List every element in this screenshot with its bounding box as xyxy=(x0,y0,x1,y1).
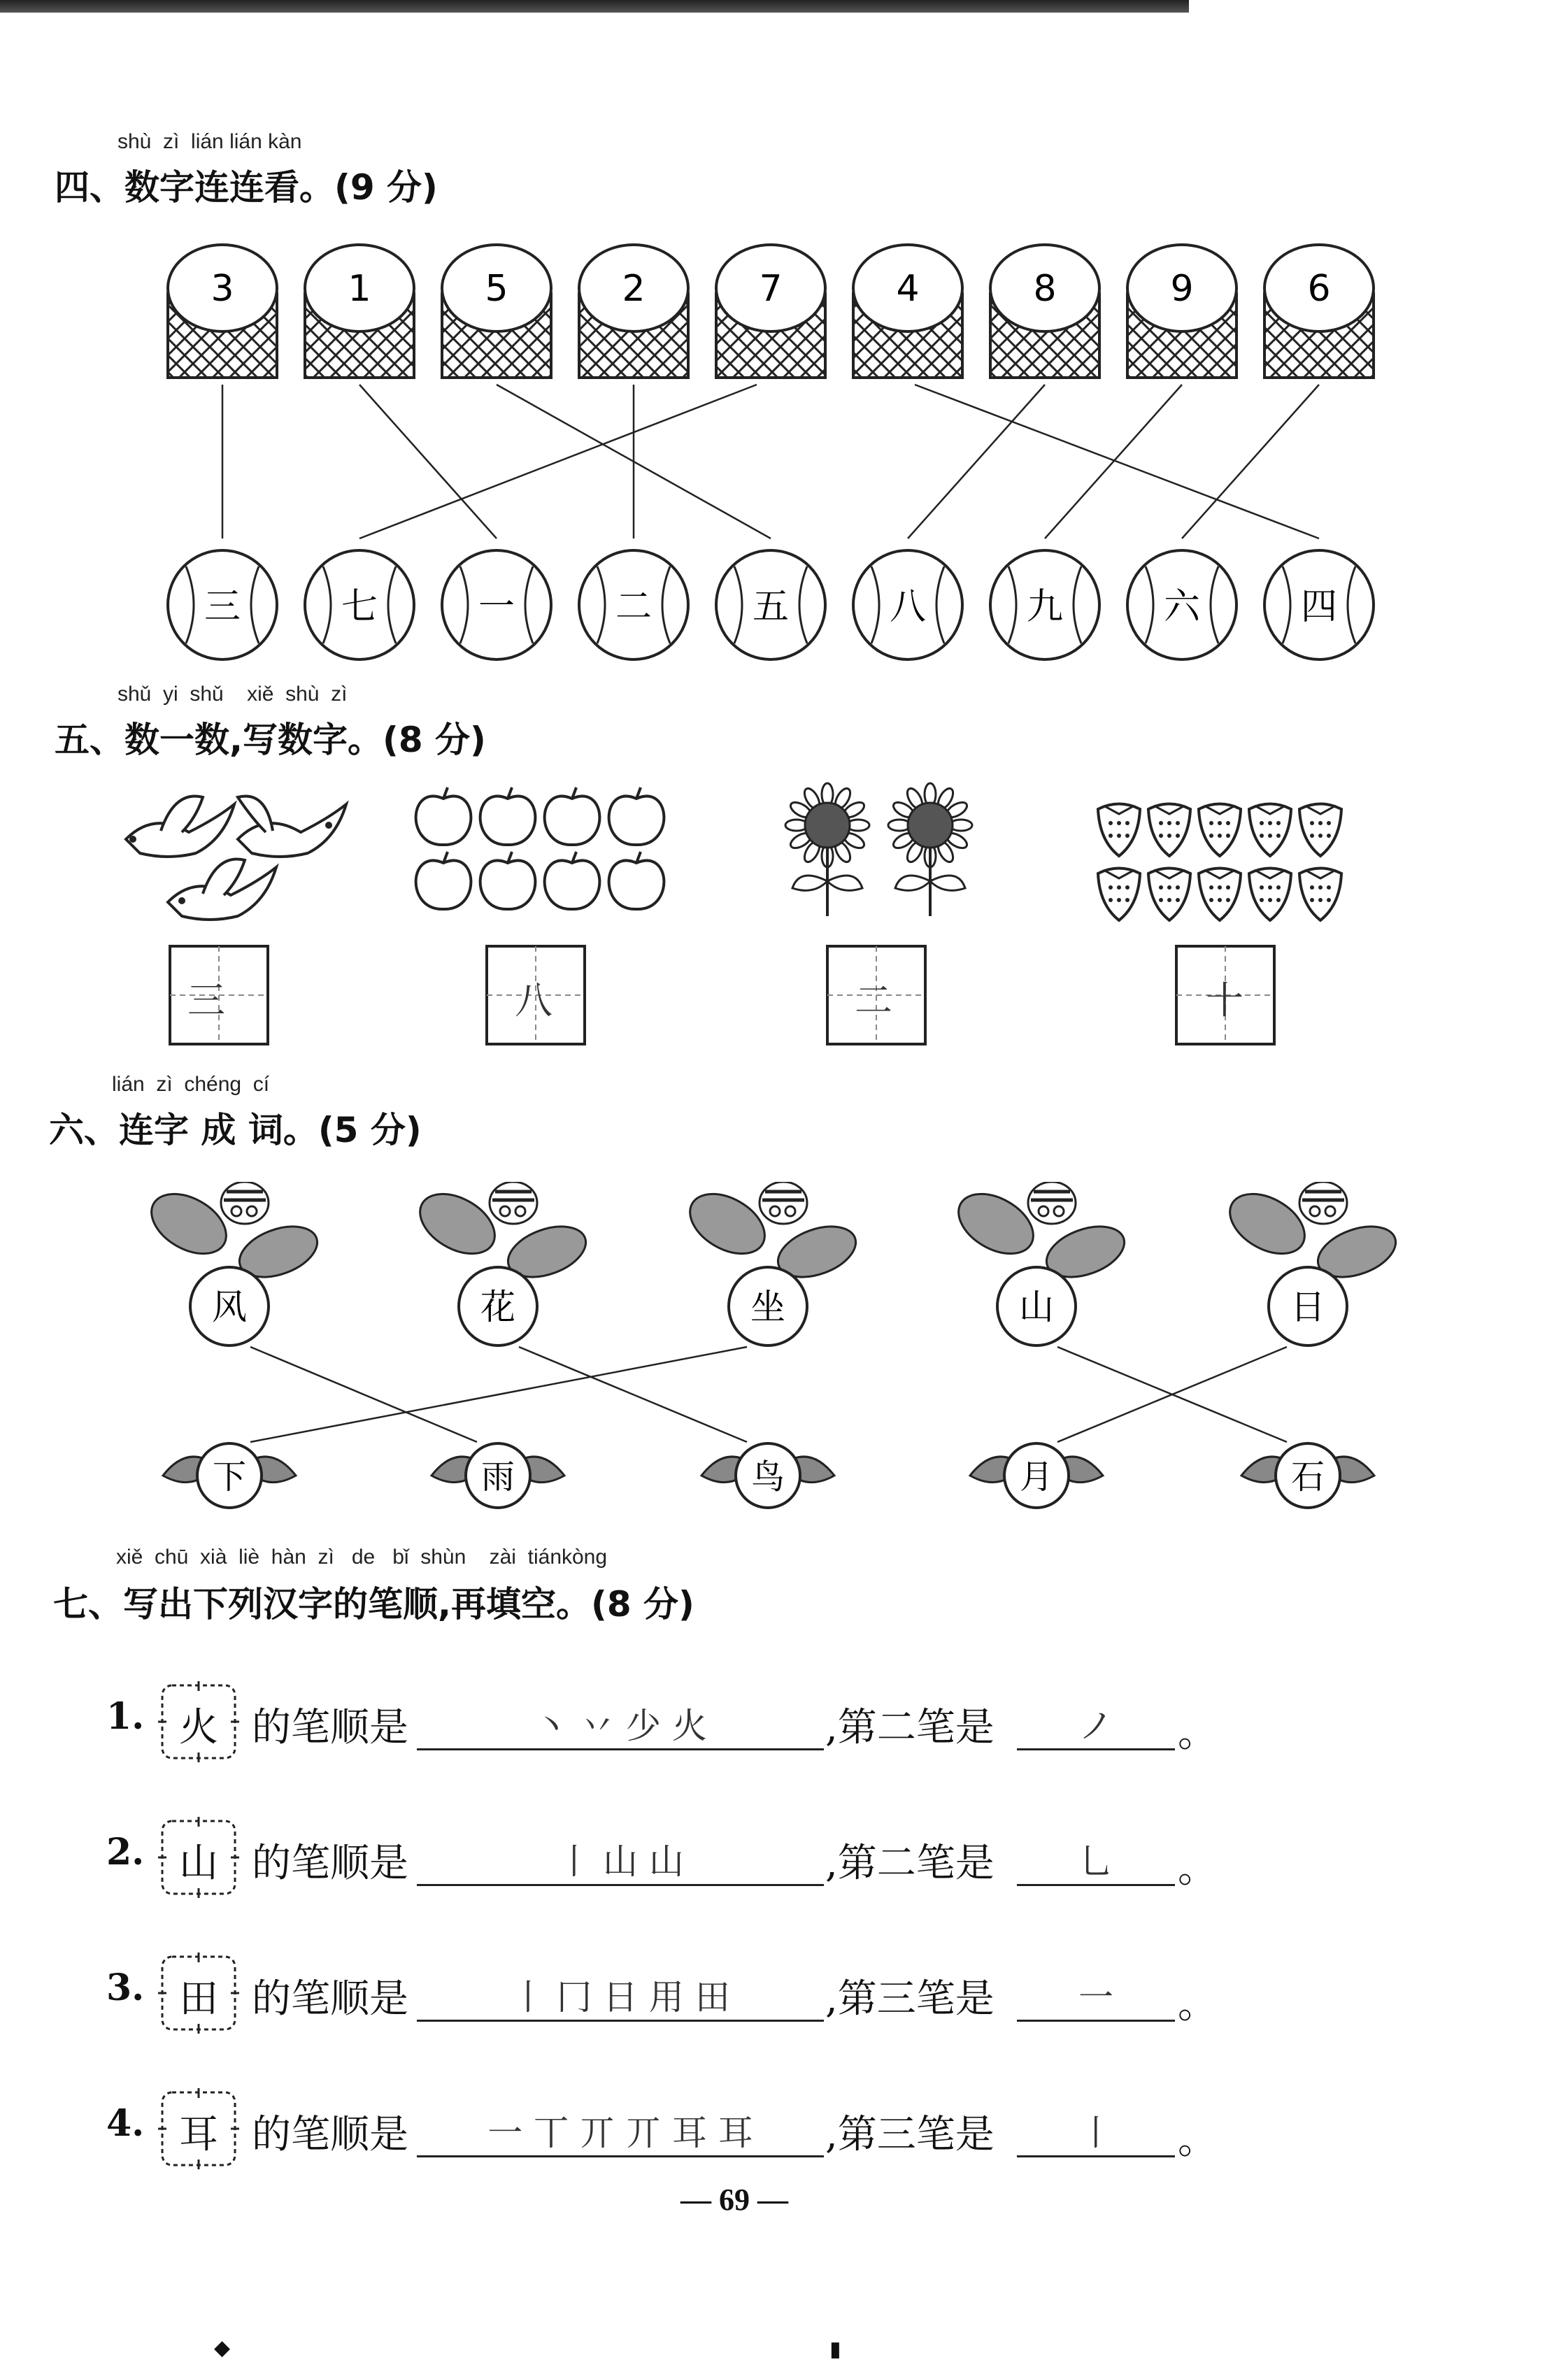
sunflower-icon xyxy=(888,783,972,916)
basket-number xyxy=(1264,245,1374,378)
bottom-char: 鸟 xyxy=(750,1457,785,1497)
stroke-row xyxy=(0,1953,1568,2057)
basket-number xyxy=(305,245,414,378)
ball-word xyxy=(1127,550,1236,659)
ball-word xyxy=(442,550,551,659)
section7-title: 七、写出下列汉字的笔顺,再填空。(8 分) xyxy=(53,1584,694,1625)
ball-word xyxy=(990,550,1099,659)
scan-mark: ▮ xyxy=(829,2337,841,2362)
item-number: 2. xyxy=(106,1831,145,1873)
stroke-blank[interactable] xyxy=(1017,1748,1175,1750)
bottom-char: 雨 xyxy=(480,1457,515,1497)
number-label: 1 xyxy=(348,268,371,310)
stroke-answer: 乚 xyxy=(1078,1841,1113,1882)
basket-number xyxy=(853,245,962,378)
bee-card xyxy=(410,1182,593,1345)
period: 。 xyxy=(1178,1982,1217,2027)
page-number: — 69 — xyxy=(680,2183,788,2217)
order-blank[interactable] xyxy=(417,1884,824,1886)
answer-4: 十 xyxy=(1206,978,1243,1022)
top-char: 花 xyxy=(480,1287,515,1327)
order-blank[interactable] xyxy=(417,2155,824,2157)
item-number: 4. xyxy=(106,2102,145,2145)
item-number: 1. xyxy=(106,1695,145,1738)
bird-icon xyxy=(126,797,234,857)
stroke-blank[interactable] xyxy=(1017,2020,1175,2022)
order-answer: 丨 山 山 xyxy=(557,1841,684,1882)
stroke-label: 的笔顺是 xyxy=(252,1976,408,2022)
leaf-card xyxy=(163,1443,296,1508)
stroke-question: ,第三笔是 xyxy=(825,2112,995,2157)
top-char: 山 xyxy=(1019,1287,1054,1327)
ball-word xyxy=(168,550,277,659)
target-char: 田 xyxy=(179,1976,218,2022)
strawberry-icon xyxy=(1299,869,1341,921)
apple-icon xyxy=(416,787,471,845)
number-label: 8 xyxy=(1033,268,1057,310)
section7-pinyin: xiě chū xià liè hàn zì de bǐ shùn zài tiánkòng xyxy=(116,1546,608,1569)
stroke-question: ,第三笔是 xyxy=(825,1976,995,2022)
strawberry-icon xyxy=(1249,869,1291,921)
counting-pictures xyxy=(0,776,1568,1056)
basket-number xyxy=(579,245,688,378)
bottom-char: 下 xyxy=(212,1457,247,1497)
ball-word xyxy=(716,550,825,659)
match-line xyxy=(359,385,497,538)
stroke-answer: ノ xyxy=(1078,1706,1113,1746)
apple-icon xyxy=(480,787,536,845)
answer-2: 八 xyxy=(515,978,553,1022)
word-label: 五 xyxy=(752,586,790,628)
match-line xyxy=(1045,385,1182,538)
word-label: 一 xyxy=(478,586,515,628)
number-label: 9 xyxy=(1170,268,1194,310)
number-label: 7 xyxy=(759,268,783,310)
order-answer: 丨 冂 日 用 田 xyxy=(511,1977,730,2018)
ball-word xyxy=(1264,550,1374,659)
stroke-row xyxy=(0,1817,1568,1922)
stroke-blank[interactable] xyxy=(1017,2155,1175,2157)
answer-1: 三 xyxy=(187,978,225,1022)
top-border xyxy=(0,0,1189,13)
bird-icon xyxy=(238,797,346,857)
order-blank[interactable] xyxy=(417,1748,824,1750)
top-char: 风 xyxy=(212,1287,247,1327)
match-line xyxy=(359,385,757,538)
number-label: 4 xyxy=(896,268,920,310)
number-label: 6 xyxy=(1307,268,1331,310)
stroke-row xyxy=(0,2088,1568,2193)
period: 。 xyxy=(1178,2118,1217,2163)
leaf-card xyxy=(1241,1443,1374,1508)
basket-number xyxy=(442,245,551,378)
apple-icon xyxy=(609,852,664,909)
number-label: 3 xyxy=(211,268,234,310)
ball-word xyxy=(579,550,688,659)
period: 。 xyxy=(1178,1711,1217,1756)
strawberry-icon xyxy=(1098,869,1140,921)
stroke-row xyxy=(0,1681,1568,1786)
stroke-question: ,第二笔是 xyxy=(825,1841,995,1886)
basket-number xyxy=(1127,245,1236,378)
word-label: 七 xyxy=(341,586,378,628)
word-label: 三 xyxy=(204,586,241,628)
ball-word xyxy=(305,550,414,659)
number-label: 2 xyxy=(622,268,646,310)
order-answer: 丶 丷 少 火 xyxy=(534,1706,707,1746)
target-char: 耳 xyxy=(179,2112,218,2157)
bee-card xyxy=(680,1182,863,1345)
bee-card xyxy=(141,1182,325,1345)
strawberry-icon xyxy=(1299,804,1341,857)
ball-word xyxy=(853,550,962,659)
match-line xyxy=(519,1347,747,1442)
answer-3: 二 xyxy=(855,978,892,1022)
match-line xyxy=(250,1347,477,1442)
word-label: 八 xyxy=(889,586,927,628)
stroke-label: 的笔顺是 xyxy=(252,1705,408,1750)
top-char: 坐 xyxy=(750,1287,785,1327)
section5-pinyin: shǔ yi shǔ xiě shù zì xyxy=(117,683,348,706)
leaf-card xyxy=(701,1443,834,1508)
bee-card xyxy=(1220,1182,1403,1345)
basket-number xyxy=(716,245,825,378)
strawberry-icon xyxy=(1199,804,1241,857)
sunflower-icon xyxy=(785,783,869,916)
section4-pinyin: shù zì lián lián kàn xyxy=(117,130,302,153)
word-match-diagram xyxy=(0,1182,1568,1546)
apple-icon xyxy=(416,852,471,909)
basket-number xyxy=(990,245,1099,378)
leaf-card xyxy=(432,1443,564,1508)
stroke-label: 的笔顺是 xyxy=(252,1841,408,1886)
bottom-char: 月 xyxy=(1019,1457,1054,1497)
order-blank[interactable] xyxy=(417,2020,824,2022)
match-line xyxy=(250,1347,747,1442)
period: 。 xyxy=(1178,1846,1217,1892)
stroke-label: 的笔顺是 xyxy=(252,2112,408,2157)
apple-icon xyxy=(609,787,664,845)
stroke-blank[interactable] xyxy=(1017,1884,1175,1886)
stroke-question: ,第二笔是 xyxy=(825,1705,995,1750)
strawberry-icon xyxy=(1148,869,1190,921)
section6-title: 六、连字 成 词。(5 分) xyxy=(49,1110,422,1150)
word-label: 六 xyxy=(1163,586,1201,628)
section6-pinyin: lián zì chéng cí xyxy=(112,1073,270,1096)
strawberry-icon xyxy=(1249,804,1291,857)
word-label: 二 xyxy=(615,586,653,628)
apple-icon xyxy=(480,852,536,909)
bird-icon xyxy=(168,859,276,920)
order-answer: 一 丅 丌 丌 耳 耳 xyxy=(487,2113,753,2153)
number-match-diagram xyxy=(0,238,1568,671)
word-label: 九 xyxy=(1026,586,1064,628)
bee-card xyxy=(948,1182,1132,1345)
stroke-answer: 一 xyxy=(1078,1977,1113,2018)
basket-number xyxy=(168,245,277,378)
top-char: 日 xyxy=(1290,1287,1325,1327)
leaf-card xyxy=(970,1443,1103,1508)
item-number: 3. xyxy=(106,1966,145,2009)
strawberry-icon xyxy=(1098,804,1140,857)
target-char: 山 xyxy=(179,1841,218,1886)
target-char: 火 xyxy=(179,1705,218,1750)
match-line xyxy=(1182,385,1319,538)
stroke-answer: 丨 xyxy=(1078,2113,1113,2153)
section5-title: 五、数一数,写数字。(8 分) xyxy=(55,720,486,760)
strawberry-icon xyxy=(1199,869,1241,921)
strawberry-icon xyxy=(1148,804,1190,857)
scan-mark: ◆ xyxy=(214,2336,231,2360)
word-label: 四 xyxy=(1300,586,1338,628)
bottom-char: 石 xyxy=(1290,1457,1325,1497)
apple-icon xyxy=(545,852,600,909)
number-label: 5 xyxy=(485,268,508,310)
apple-icon xyxy=(545,787,600,845)
section4-title: 四、数字连连看。(9 分) xyxy=(55,167,438,208)
